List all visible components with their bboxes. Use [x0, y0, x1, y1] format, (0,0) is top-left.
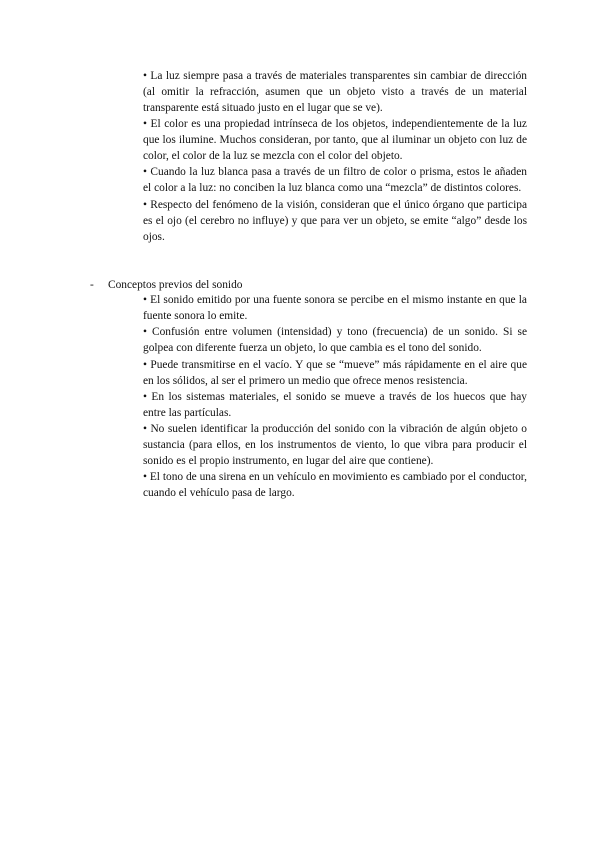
sonido-concepts-list — [143, 293, 527, 502]
luz-concept-item: • La luz siempre pasa a través de materiales transparentes sin cambiar de dirección (al omitir la refracción, asumen que un objeto visto a través de un material transparente está situado justo en el lugar que se ve). — [143, 70, 527, 114]
sonido-concept-item: • En los sistemas materiales, el sonido se mueve a través de los huecos que hay entre las partículas. — [143, 390, 527, 419]
sonido-concept-item: • Puede transmitirse en el vacío. Y que se “mueve” más rápidamente en el aire que en los sólidos, al ser el primero un medio que ofrece menos resistencia. — [143, 358, 527, 387]
luz-concept-item: • Respecto del fenómeno de la visión, consideran que el único órgano que participa es el ojo (el cerebro no influye) y que para ver un objeto, se emite “algo” desde los ojos. — [143, 198, 527, 243]
luz-concept-item: • El color es una propiedad intrínseca de los objetos, independientemente de la luz que los ilumine. Muchos consideran, por tanto, que al iluminar un objeto con luz de color, el color de la luz se mezcla con el color del objeto. — [143, 118, 527, 163]
sonido-concept-item: • El sonido emitido por una fuente sonora se percibe en el mismo instante en que la fuente sonora lo emite. — [143, 294, 527, 322]
sonido-section-heading — [90, 278, 242, 294]
luz-concepts-list — [143, 69, 527, 245]
list-dash: - — [90, 279, 94, 291]
sonido-heading-text: Conceptos previos del sonido — [108, 279, 243, 291]
sonido-concept-item: • El tono de una sirena en un vehículo en movimiento es cambiado por el conductor, cuando el vehículo pasa de largo. — [143, 471, 527, 500]
sonido-concept-item: • No suelen identificar la producción del sonido con la vibración de algún objeto o sustancia (para ellos, en los instrumentos de viento, lo que vibra para producir el sonido es el propio instrumento, en lugar del aire que contiene). — [143, 423, 527, 468]
sonido-concept-item: • Confusión entre volumen (intensidad) y tono (frecuencia) de un sonido. Si se golpea con diferente fuerza un objeto, lo que cambia es el tono del sonido. — [143, 326, 527, 355]
luz-concept-item: • Cuando la luz blanca pasa a través de un filtro de color o prisma, estos le añaden el color a la luz: no conciben la luz blanca como una “mezcla” de distintos colores. — [143, 166, 527, 195]
